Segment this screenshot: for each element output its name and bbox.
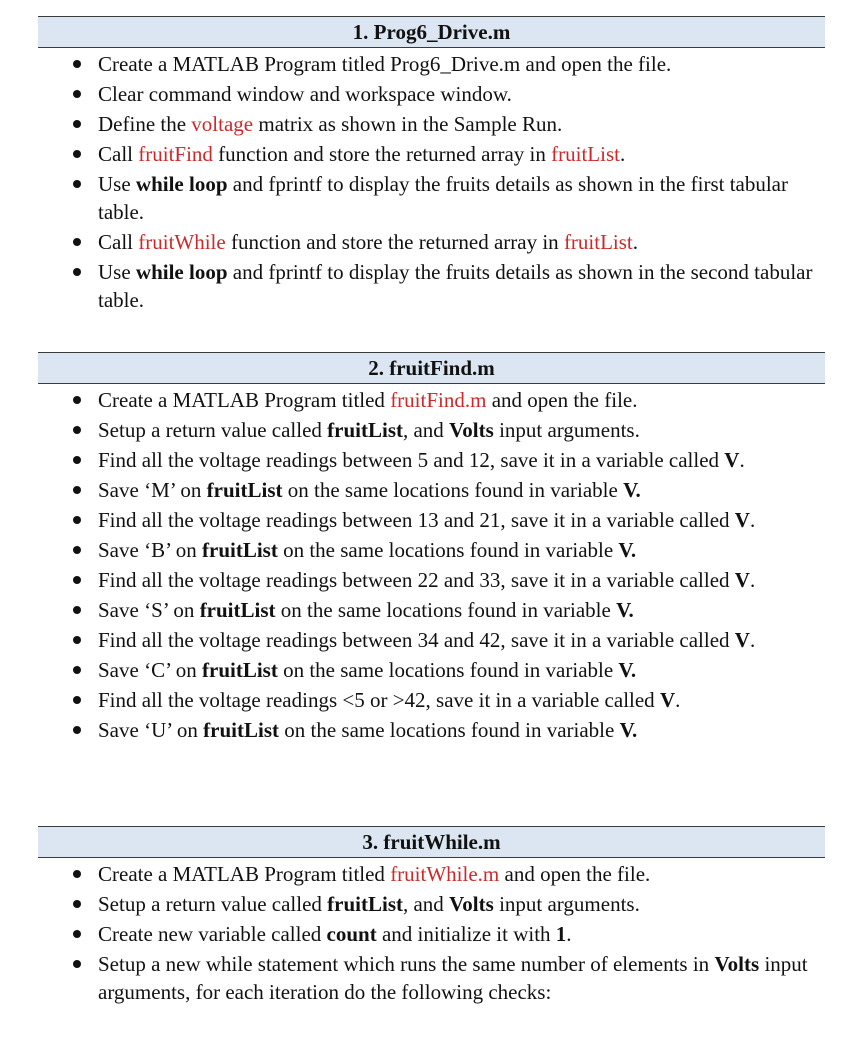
- item-text: .: [739, 448, 745, 472]
- list-item: [38, 506, 825, 534]
- item-text: , and: [402, 892, 450, 916]
- item-text: matrix as shown in the Sample Run.: [253, 112, 563, 136]
- item-text: Call: [98, 142, 139, 166]
- item-text: Define the: [98, 112, 192, 136]
- bold-term: V: [734, 568, 750, 592]
- item-text: input arguments, for each iteration do the following checks:: [98, 952, 808, 1004]
- item-text: .: [749, 508, 756, 532]
- list-item: [38, 950, 825, 1006]
- bold-term: V.: [618, 658, 637, 682]
- item-text: .: [675, 688, 681, 712]
- highlighted-term: fruitWhile: [138, 230, 226, 254]
- list-item: [38, 476, 825, 504]
- item-text: on the same locations found in variable: [282, 478, 624, 502]
- list-item: [38, 596, 825, 624]
- list-item: [38, 716, 825, 744]
- instruction-list: [38, 50, 825, 314]
- bold-term: V.: [616, 598, 634, 622]
- bold-term: V: [734, 508, 750, 532]
- list-item: [38, 110, 825, 138]
- item-text: Find all the voltage readings <5 or >42, save it in a variable called: [98, 688, 660, 712]
- section-fruitfind: [38, 352, 825, 744]
- bold-term: fruitList: [202, 658, 278, 682]
- list-item: [38, 686, 825, 714]
- bold-term: 1: [555, 922, 567, 946]
- section-title: 1. Prog6_Drive.m: [38, 16, 825, 48]
- item-text: on the same locations found in variable: [277, 538, 619, 562]
- item-text: Use: [98, 172, 136, 196]
- bold-term: fruitList: [203, 718, 279, 742]
- item-text: and fprintf to display the fruits details as shown in the first tabular table.: [98, 172, 788, 224]
- item-text: input arguments.: [493, 418, 640, 442]
- bold-term: while loop: [135, 172, 228, 196]
- item-text: Setup a new while statement which runs the same number of elements in: [98, 952, 715, 976]
- item-text: Create a MATLAB Program titled: [98, 862, 391, 886]
- list-item: [38, 566, 825, 594]
- item-text: and initialize it with: [376, 922, 556, 946]
- bold-term: fruitList: [202, 538, 278, 562]
- highlighted-term: fruitFind: [138, 142, 213, 166]
- item-text: Save ‘B’ on: [98, 538, 203, 562]
- highlighted-term: voltage: [191, 112, 254, 136]
- bold-term: fruitList: [327, 892, 403, 916]
- highlighted-term: fruitList: [551, 142, 620, 166]
- list-item: [38, 626, 825, 654]
- instruction-list: [38, 860, 825, 1006]
- section-title: 3. fruitWhile.m: [38, 826, 825, 858]
- item-text: Create new variable called: [98, 922, 327, 946]
- bold-term: fruitList: [199, 598, 276, 622]
- section-title: 2. fruitFind.m: [38, 352, 825, 384]
- bold-term: while loop: [135, 260, 228, 284]
- item-text: Find all the voltage readings between 13 and 21, save it in a variable called: [98, 508, 735, 532]
- item-text: and open the file.: [486, 388, 638, 412]
- item-text: on the same locations found in variable: [277, 658, 619, 682]
- list-item: [38, 890, 825, 918]
- item-text: on the same locations found in variable: [275, 598, 617, 622]
- bold-term: fruitList: [327, 418, 403, 442]
- bold-term: Volts: [449, 418, 494, 442]
- list-item: [38, 656, 825, 684]
- highlighted-term: fruitFind.m: [390, 388, 487, 412]
- list-item: [38, 860, 825, 888]
- bold-term: V: [734, 628, 750, 652]
- highlighted-term: fruitWhile.m: [390, 862, 500, 886]
- list-item: [38, 170, 825, 226]
- list-item: [38, 920, 825, 948]
- item-text: Save ‘M’ on: [98, 478, 207, 502]
- list-item: [38, 258, 825, 314]
- item-text: function and store the returned array in: [212, 142, 552, 166]
- instruction-list: [38, 386, 825, 744]
- bold-term: count: [326, 922, 377, 946]
- item-text: Find all the voltage readings between 34 and 42, save it in a variable called: [98, 628, 735, 652]
- bold-term: V: [659, 688, 676, 712]
- list-item: [38, 536, 825, 564]
- item-text: .: [566, 922, 572, 946]
- item-text: , and: [402, 418, 450, 442]
- list-item: [38, 50, 825, 78]
- item-text: Save ‘S’ on: [98, 598, 200, 622]
- item-text: and fprintf to display the fruits details as shown in the second tabular table.: [98, 260, 813, 312]
- item-text: Create a MATLAB Program titled: [98, 388, 391, 412]
- item-text: .: [749, 568, 756, 592]
- bold-term: Volts: [714, 952, 760, 976]
- section-prog6-drive: [38, 16, 825, 314]
- item-text: Save ‘U’ on: [98, 718, 204, 742]
- bold-term: V: [724, 448, 740, 472]
- item-text: on the same locations found in variable: [279, 718, 620, 742]
- item-text: Find all the voltage readings between 5 and 12, save it in a variable called: [98, 448, 725, 472]
- item-text: function and store the returned array in: [225, 230, 564, 254]
- item-text: Setup a return value called: [98, 418, 328, 442]
- list-item: [38, 228, 825, 256]
- section-fruitwhile: [38, 826, 825, 1006]
- item-text: .: [749, 628, 756, 652]
- list-item: [38, 140, 825, 168]
- item-text: input arguments.: [493, 892, 640, 916]
- item-text: Create a MATLAB Program titled Prog6_Drive.m and open the file.: [98, 52, 672, 76]
- item-text: .: [619, 142, 626, 166]
- bold-term: V.: [619, 718, 638, 742]
- item-text: Call: [98, 230, 139, 254]
- bold-term: V.: [618, 538, 637, 562]
- bold-term: Volts: [449, 892, 494, 916]
- list-item: [38, 416, 825, 444]
- item-text: Setup a return value called: [98, 892, 328, 916]
- list-item: [38, 446, 825, 474]
- list-item: [38, 80, 825, 108]
- item-text: Clear command window and workspace window.: [98, 82, 512, 106]
- bold-term: fruitList: [206, 478, 283, 502]
- item-text: Use: [98, 260, 136, 284]
- item-text: and open the file.: [499, 862, 651, 886]
- item-text: .: [632, 230, 639, 254]
- highlighted-term: fruitList: [563, 230, 633, 254]
- item-text: Save ‘C’ on: [98, 658, 203, 682]
- list-item: [38, 386, 825, 414]
- item-text: Find all the voltage readings between 22 and 33, save it in a variable called: [98, 568, 735, 592]
- bold-term: V.: [623, 478, 641, 502]
